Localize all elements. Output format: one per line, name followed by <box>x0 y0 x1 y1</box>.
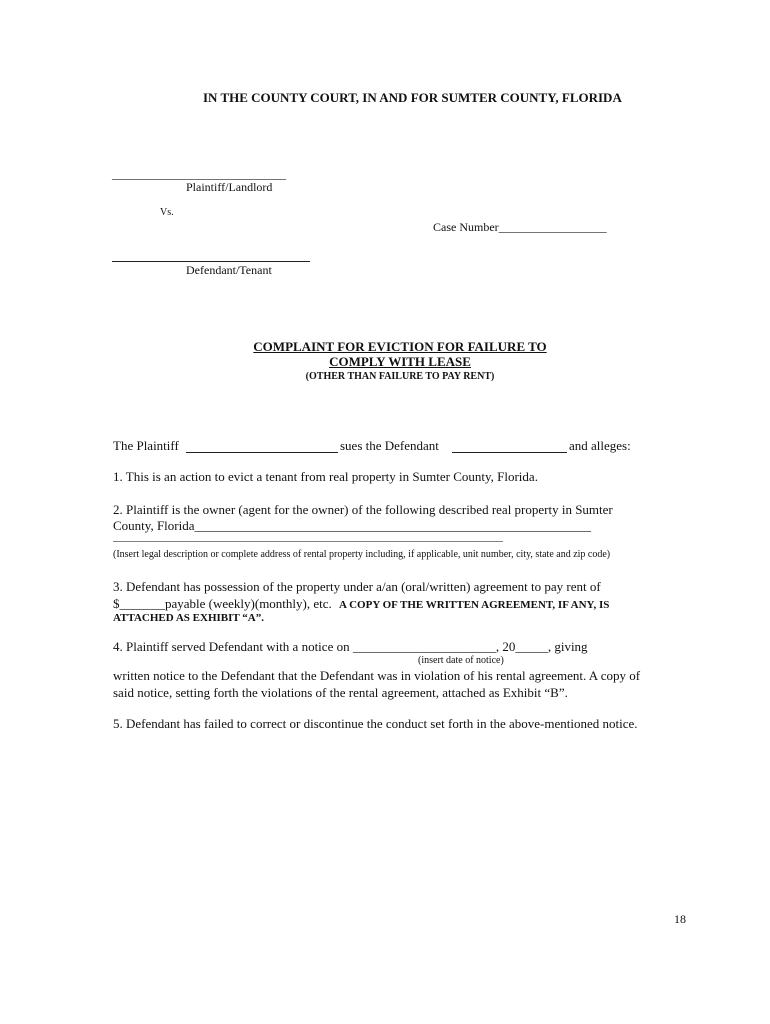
court-header: IN THE COUNTY COURT, IN AND FOR SUMTER COUNTY, FLORIDA <box>203 90 622 105</box>
paragraph-4-line1: 4. Plaintiff served Defendant with a notice on ______________________, 20_____, giving <box>113 639 588 654</box>
case-number-field: Case Number__________________ <box>433 220 607 234</box>
plaintiff-label: Plaintiff/Landlord <box>186 180 273 194</box>
rent-terms: $_______payable (weekly)(monthly), etc. <box>113 596 332 611</box>
defendant-blank-line <box>112 261 310 262</box>
page-number: 18 <box>674 912 686 926</box>
complaint-subtitle: (OTHER THAN FAILURE TO PAY RENT) <box>305 371 495 382</box>
paragraph-5: 5. Defendant has failed to correct or discontinue the conduct set forth in the above-mentioned notice. <box>113 716 638 731</box>
plaintiff-blank: _____________________________ <box>112 167 286 181</box>
defendant-label: Defendant/Tenant <box>186 263 272 277</box>
paragraph-3-line2 <box>113 596 609 612</box>
exhibit-a-notice: A COPY OF THE WRITTEN AGREEMENT, IF ANY, IS <box>339 599 610 611</box>
paragraph-2-line3: ______________________________________________________________________________ <box>113 532 503 543</box>
notice-date-note: (insert date of notice) <box>418 655 504 666</box>
plaintiff-name-line <box>186 452 338 453</box>
paragraph-3-line1: 3. Defendant has possession of the property under a/an (oral/written) agreement to pay rent of <box>113 579 601 594</box>
exhibit-a-notice-cont: ATTACHED AS EXHIBIT “A”. <box>113 612 264 624</box>
defendant-name-line <box>452 452 567 453</box>
property-description-note: (Insert legal description or complete address of rental property including, if applicable, unit number, city, state and zip code) <box>113 549 611 560</box>
vs-label: Vs. <box>160 207 174 218</box>
paragraph-2-line1: 2. Plaintiff is the owner (agent for the owner) of the following described real property in Sumter <box>113 502 613 517</box>
intro-middle: sues the Defendant <box>340 438 439 453</box>
complaint-title-line2: COMPLY WITH LEASE <box>329 354 471 369</box>
complaint-title-line1: COMPLAINT FOR EVICTION FOR FAILURE TO <box>253 339 547 354</box>
paragraph-4-line3: said notice, setting forth the violations of the rental agreement, attached as Exhibit “B”. <box>113 685 568 700</box>
intro-suffix: and alleges: <box>569 438 631 453</box>
paragraph-4-line2: written notice to the Defendant that the Defendant was in violation of his rental agreement. A copy of <box>113 668 641 683</box>
paragraph-1: 1. This is an action to evict a tenant from real property in Sumter County, Florida. <box>113 469 538 484</box>
intro-prefix: The Plaintiff <box>113 438 179 453</box>
paragraph-2-line2: County, Florida_____________________________________________________________ <box>113 518 591 533</box>
